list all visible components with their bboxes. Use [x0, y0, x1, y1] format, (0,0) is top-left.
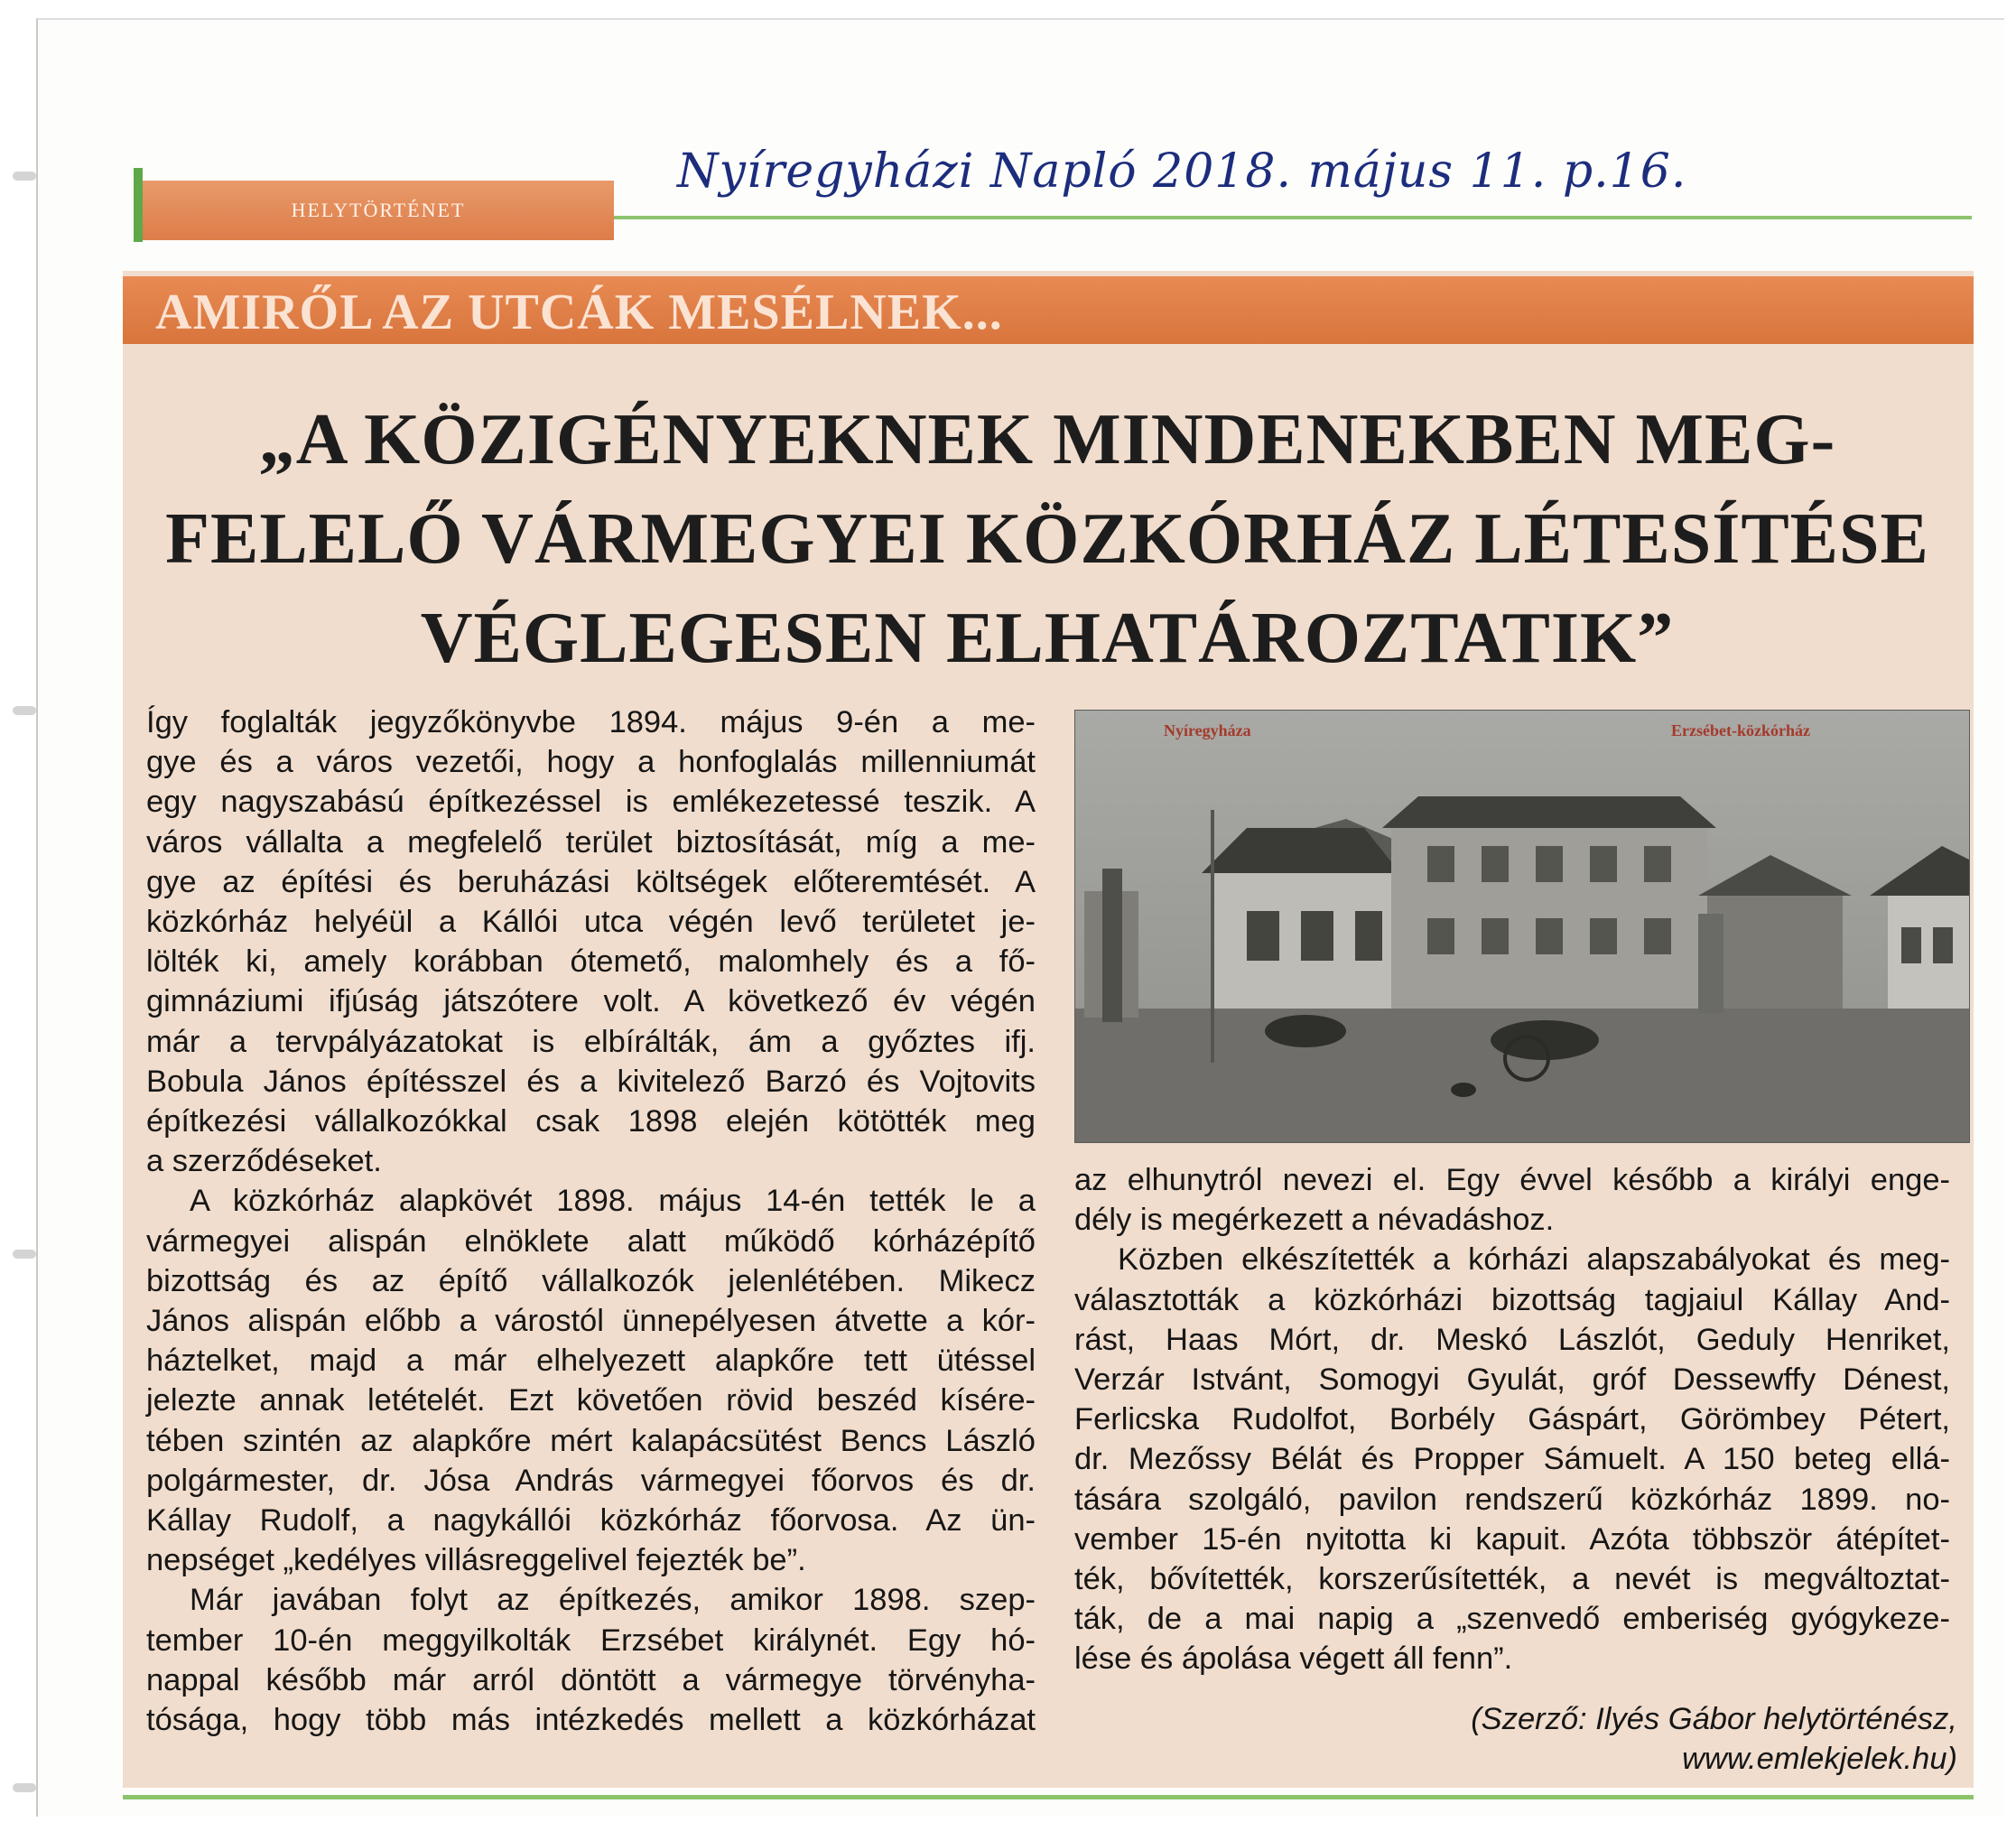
headline-line: FELELŐ VÁRMEGYEI KÖZKÓRHÁZ LÉTESÍTÉSE: [165, 499, 1929, 579]
text-line: gye az építési és beruházási költségek előteremtését. A: [146, 864, 1036, 899]
text-line: jelezte annak letételét. Ezt követően rövid beszéd kísére-: [146, 1383, 1036, 1418]
text-line: Már javában folyt az építkezés, amikor 1898. szep-: [190, 1583, 1036, 1618]
punch-hole-mark: [13, 172, 36, 181]
text-line: vember 15-én nyitotta ki kapuit. Azóta többször átépítet-: [1074, 1521, 1950, 1557]
text-line: polgármester, dr. Jósa András vármegyei főorvos és dr.: [146, 1463, 1036, 1498]
section-tab: [143, 181, 614, 240]
text-line: ták, de a mai napig a „szenvedő emberiség gyógykeze-: [1074, 1602, 1950, 1637]
text-line: nepséget „kedélyes villásreggelivel fejezték be”.: [146, 1543, 806, 1578]
article-column-right: [1074, 1160, 1950, 1679]
text-line: egy nagyszabású építkezéssel is emlékezetessé teszik. A: [146, 785, 1036, 820]
text-line: építkezési vállalkozókkal csak 1898 elején kötötték meg: [146, 1104, 1036, 1139]
text-line: rást, Haas Mórt, dr. Meskó Lászlót, Geduly Henriket,: [1074, 1322, 1950, 1357]
text-line: háztelket, majd a már elhelyezett alapkőre tett ütéssel: [146, 1344, 1036, 1379]
historic-hospital-photo: [1074, 710, 1970, 1143]
text-line: bizottság és az építő vállalkozók jelenlétében. Mikecz: [146, 1263, 1036, 1298]
footer-rule: [123, 1795, 1974, 1799]
article-byline: [1074, 1699, 1957, 1779]
text-line: lölték ki, amely korábban ótemető, malomhely és a fő-: [146, 944, 1036, 980]
article-kicker-bar: [123, 276, 1974, 344]
text-line: vármegyei alispán elnöklete alatt működő kórházépítő: [146, 1223, 1036, 1259]
text-line: gimnáziumi ifjúság játszótere volt. A következő év végén: [146, 984, 1036, 1019]
text-line: tember 10-én meggyilkolták Erzsébet királynét. Egy hó-: [146, 1622, 1036, 1658]
text-line: tében szintén az alapkőre mért kalapácsütést Bencs László: [146, 1423, 1036, 1458]
byline-author: (Szerző: Ilyés Gábor helytörténész,: [1471, 1702, 1957, 1736]
text-line: nappal később már arról döntött a vármegye törvényha-: [146, 1662, 1036, 1697]
text-line: Bobula János építésszel és a kivitelező Barzó és Vojtovits: [146, 1064, 1036, 1099]
punch-hole-mark: [13, 1250, 36, 1259]
text-line: város vállalta a megfelelő terület biztosítását, míg a me-: [146, 824, 1036, 860]
text-line: ték, bővítették, korszerűsítették, a nevét is megváltoztat-: [1074, 1562, 1950, 1597]
text-line: közkórház helyéül a Kállói utca végén levő területet je-: [146, 905, 1036, 940]
punch-hole-mark: [13, 706, 36, 715]
byline-website: www.emlekjelek.hu): [1682, 1742, 1957, 1777]
text-line: Kállay Rudolf, a nagykállói közkórház főorvosa. Az ün-: [146, 1503, 1036, 1539]
text-line: Ferlicska Rudolfot, Borbély Gáspárt, Görömbey Pétert,: [1074, 1402, 1950, 1437]
headline-line: VÉGLEGESEN ELHATÁROZTATIK”: [420, 599, 1675, 678]
text-line: a szerződéseket.: [146, 1144, 382, 1179]
section-label: HELYTÖRTÉNET: [291, 199, 466, 221]
text-line: tósága, hogy több más intézkedés mellett a közkórházat: [146, 1703, 1036, 1738]
text-line: lése és ápolása végett áll fenn”.: [1074, 1641, 1513, 1677]
text-line: János alispán előbb a várostól ünnepélyesen átvette a kór-: [146, 1304, 1036, 1339]
text-line: A közkórház alapkövét 1898. május 14-én tették le a: [190, 1184, 1036, 1219]
text-line: választották a közkórházi bizottság tagjaiul Kállay And-: [1074, 1282, 1950, 1317]
text-line: tására szolgáló, pavilon rendszerű közkórház 1899. no-: [1074, 1482, 1950, 1517]
article-column-left: [146, 702, 1036, 1740]
text-line: Közben elkészítették a kórházi alapszabályokat és meg-: [1118, 1242, 1950, 1278]
headline-line: „A KÖZIGÉNYEKNEK MINDENEKBEN MEG-: [258, 400, 1836, 479]
photo-caption-right: Erzsébet-közkórház: [1671, 721, 1810, 739]
text-line: gye és a város vezetői, hogy a honfoglalás millenniumát: [146, 745, 1036, 780]
text-line: dr. Mezőssy Bélát és Propper Sámuelt. A 150 beteg ellá-: [1074, 1442, 1950, 1477]
hospital-building-illustration: [1075, 711, 1969, 1142]
text-line: Így foglalták jegyzőkönyvbe 1894. május 9-én a me-: [146, 705, 1036, 739]
article-kicker: AMIRŐL AZ UTCÁK MESÉLNEK...: [155, 284, 1003, 340]
punch-hole-mark: [13, 1783, 36, 1792]
text-line: Verzár Istvánt, Somogyi Gyulát, gróf Dessewffy Dénest,: [1074, 1362, 1950, 1398]
text-line: az elhunytról nevezi el. Egy évvel később a királyi enge-: [1074, 1163, 1950, 1197]
handwritten-source-note: Nyíregyházi Napló 2018. május 11. p.16.: [677, 144, 1687, 199]
photo-caption-left: Nyíregyháza: [1164, 721, 1251, 739]
text-line: már a tervpályázatokat is elbírálták, ám a győztes ifj.: [146, 1024, 1036, 1059]
article-headline: [144, 390, 1950, 688]
text-line: dély is megérkezett a névadáshoz.: [1074, 1203, 1555, 1238]
section-bracket: [134, 168, 143, 242]
